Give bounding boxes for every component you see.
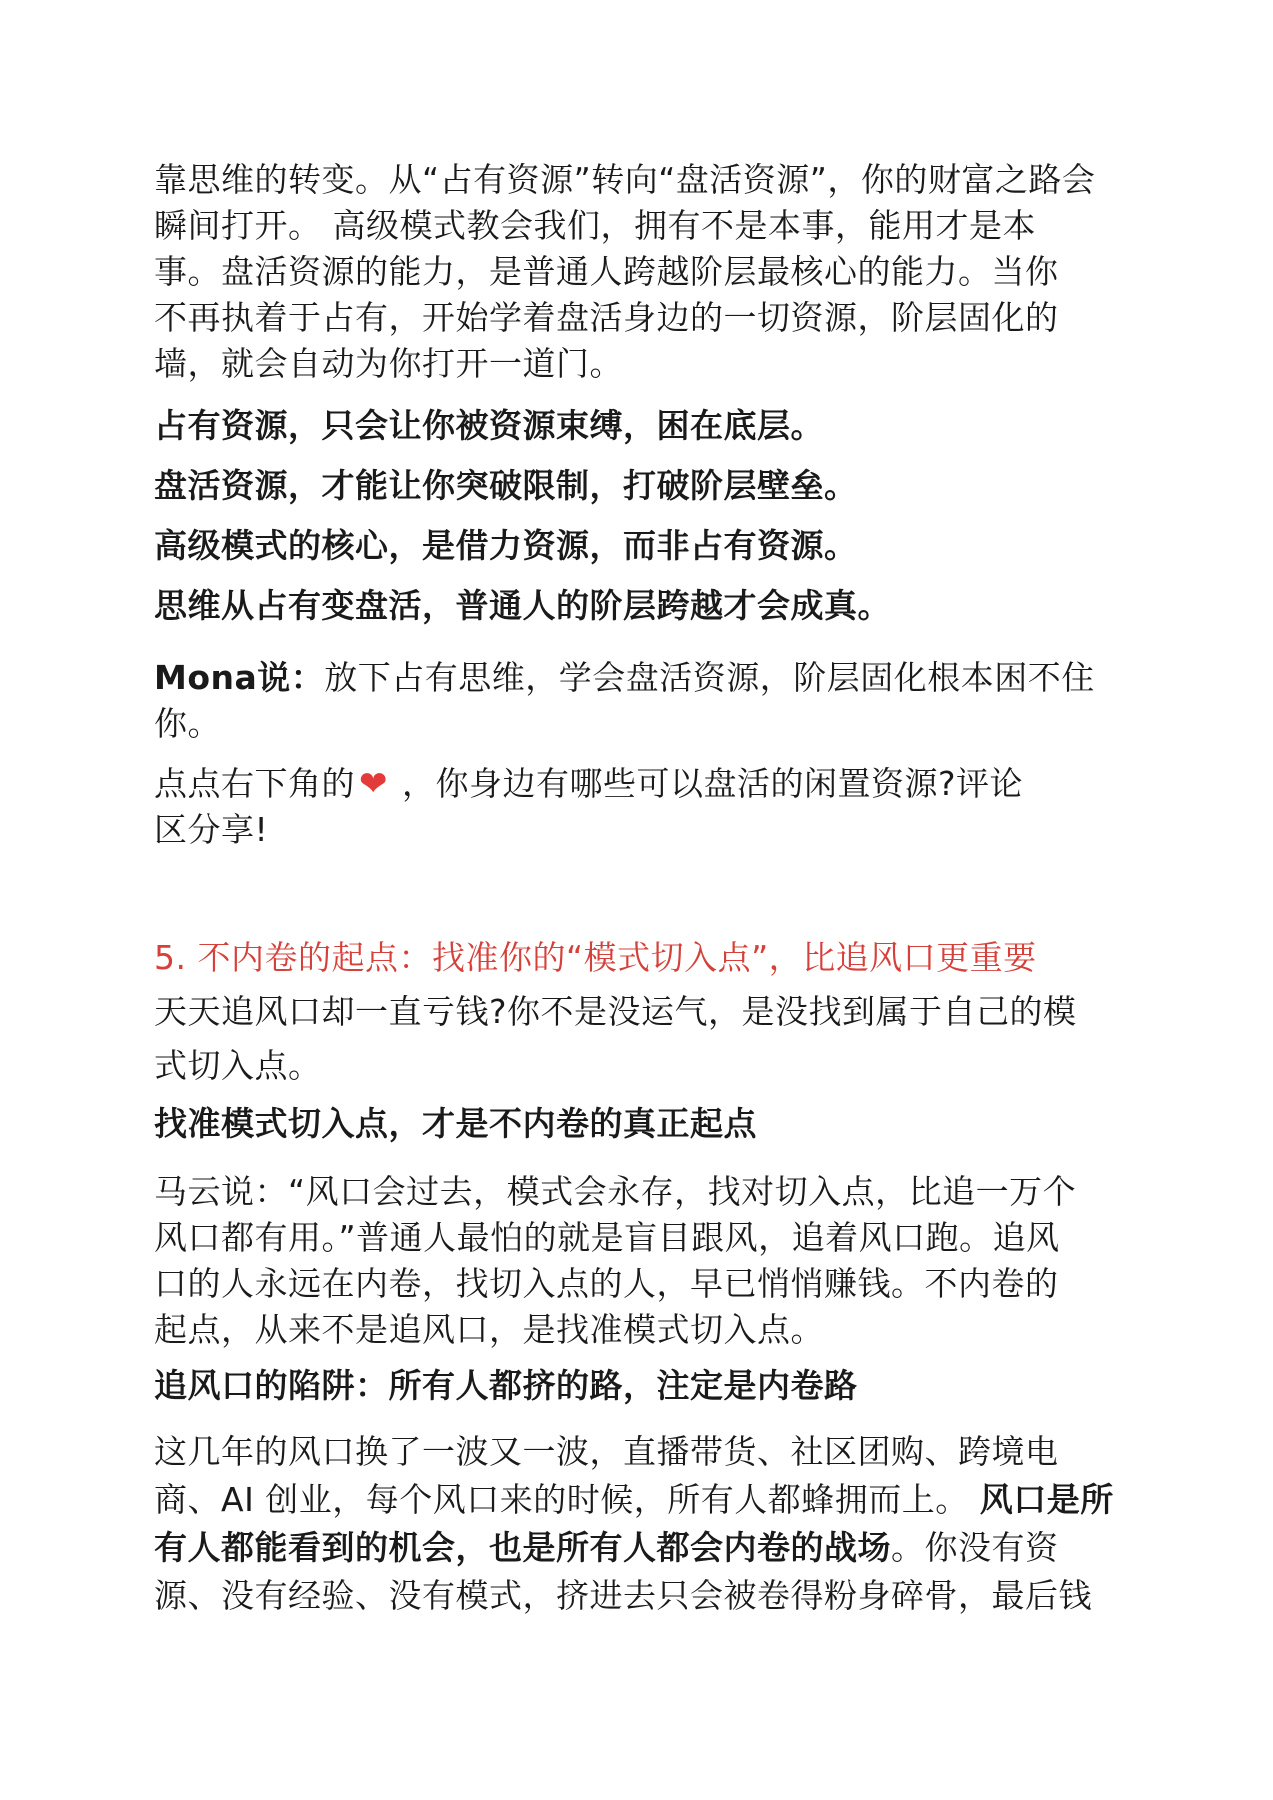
paragraph-line: 这几年的风口换了一波又一波，直播带货、社区团购、跨境电 [154,1432,1059,1471]
paragraph-line [154,1528,1059,1568]
paragraph-line: 马云说：“风口会过去，模式会永存，找对切入点，比追一万个 [154,1172,1077,1211]
paragraph-line: 风口都有用。”普通人最怕的就是盲目跟风，追着风口跑。追风 [154,1218,1060,1257]
paragraph-bold-segment: 有人都能看到的机会，也是所有人都会内卷的战场 [154,1528,891,1567]
intro-line: 式切入点。 [154,1046,322,1085]
paragraph-line: 事。盘活资源的能力，是普通人跨越阶层最核心的能力。当你 [154,252,1059,291]
paragraph-line [154,1480,1114,1520]
paragraph-line: 墙，就会自动为你打开一道门。 [154,344,623,383]
bold-statement: 高级模式的核心，是借力资源，而非占有资源。 [154,526,858,565]
paragraph-line: 口的人永远在内卷，找切入点的人，早已悄悄赚钱。不内卷的 [154,1264,1059,1303]
paragraph-bold-segment: 风口是所 [979,1480,1114,1519]
paragraph-segment: 商、AI 创业，每个风口来的时候，所有人都蜂拥而上。 [154,1480,980,1519]
intro-line: 天天追风口却一直亏钱?你不是没运气，是没找到属于自己的模 [154,992,1077,1031]
subheading: 追风口的陷阱：所有人都挤的路，注定是内卷路 [154,1366,858,1405]
paragraph-line: 源、没有经验、没有模式，挤进去只会被卷得粉身碎骨，最后钱 [154,1576,1092,1615]
bold-statement: 占有资源，只会让你被资源束缚，困在底层。 [154,406,824,445]
mona-quote [154,658,1095,698]
cta-after: ，你身边有哪些可以盘活的闲置资源?评论 [402,764,1024,803]
mona-quote-cont: 你。 [154,704,221,743]
bold-statement: 思维从占有变盘活，普通人的阶层跨越才会成真。 [154,586,891,625]
cta-before: 点点右下角的 [154,764,355,803]
bold-statement: 盘活资源，才能让你突破限制，打破阶层壁垒。 [154,466,858,505]
cta-line-cont: 区分享! [154,810,269,849]
mona-text: 放下占有思维，学会盘活资源，阶层固化根本困不住 [324,658,1095,697]
paragraph-line: 靠思维的转变。从“占有资源”转向“盘活资源”，你的财富之路会 [154,160,1096,199]
paragraph-line: 起点，从来不是追风口，是找准模式切入点。 [154,1310,824,1349]
heart-icon: ❤ [359,764,388,804]
cta-line [154,764,1023,804]
subheading: 找准模式切入点，才是不内卷的真正起点 [154,1104,757,1143]
paragraph-line: 不再执着于占有，开始学着盘活身边的一切资源，阶层固化的 [154,298,1059,337]
paragraph-line: 瞬间打开。 高级模式教会我们，拥有不是本事，能用才是本 [154,206,1036,245]
paragraph-segment: 。你没有资 [891,1528,1059,1567]
section-heading: 5. 不内卷的起点：找准你的“模式切入点”，比追风口更重要 [154,938,1037,977]
mona-label: Mona说： [154,658,325,697]
